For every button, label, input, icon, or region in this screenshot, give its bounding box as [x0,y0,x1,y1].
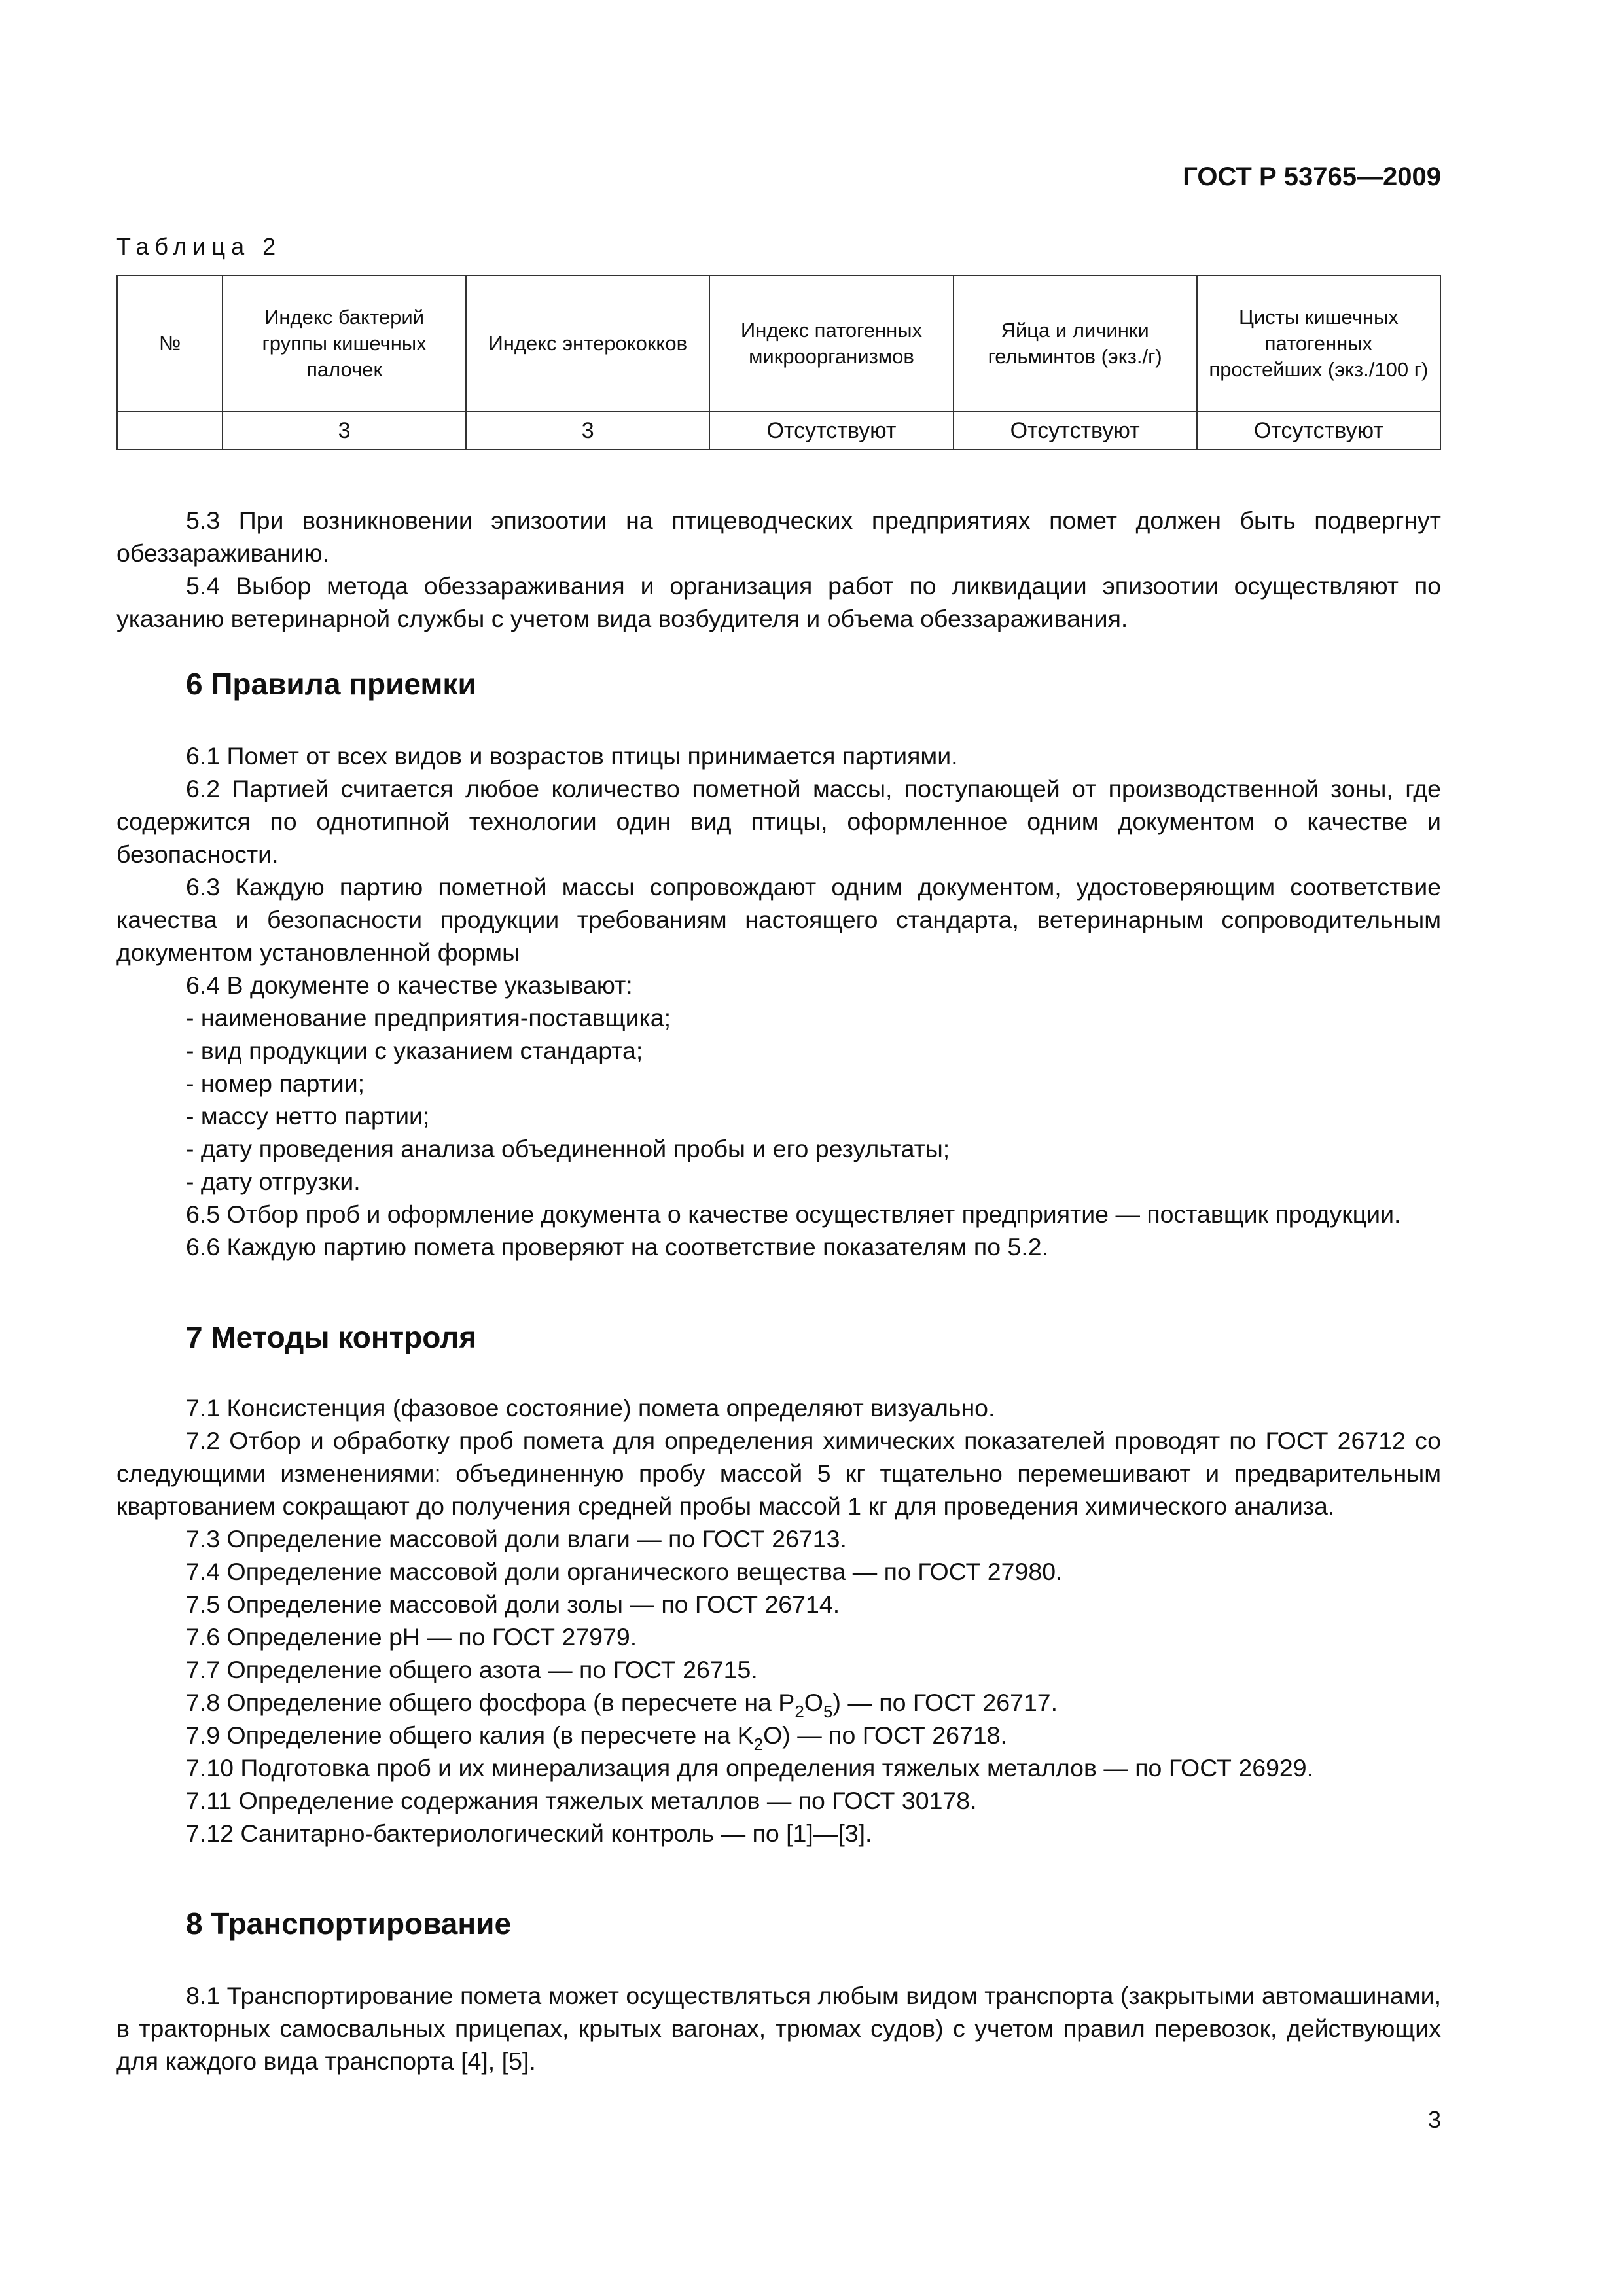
section-5-text [116,504,1441,635]
paragraph-5-4: 5.4 Выбор метода обеззараживания и организация работ по ликвидации эпизоотии осуществляют по указанию ветеринарной службы с учетом вида возбудителя и объема обеззараживания. [116,572,1441,632]
document-id: ГОСТ Р 53765—2009 [1183,162,1441,191]
text-run: 7.9 Определение общего калия (в пересчете на K [186,1721,754,1749]
list-item: - номер партии; [186,1069,365,1097]
text-run: O [804,1689,823,1716]
subscript: 2 [794,1702,804,1721]
paragraph-6-5: 6.5 Отбор проб и оформление документа о качестве осуществляет предприятие — поставщик продукции. [186,1200,1401,1228]
paragraph-6-4: 6.4 В документе о качестве указывают: [186,971,633,999]
table-header-cell: № [117,276,223,412]
paragraph-6-1: 6.1 Помет от всех видов и возрастов птицы принимается партиями. [186,742,958,770]
subscript: 5 [823,1702,833,1721]
text-run: ) — по ГОСТ 26717. [832,1689,1058,1716]
paragraph-7-10: 7.10 Подготовка проб и их минерализация для определения тяжелых металлов — по ГОСТ 26929. [186,1754,1314,1782]
paragraph-7-8 [116,1686,1441,1719]
section-7 [116,1321,1441,1354]
paragraph-6-2: 6.2 Партией считается любое количество пометной массы, поступающей от производственной зоны, где содержится по однотипной технологии один вид птицы, оформленное одним документом о качестве и безопасности. [116,775,1441,868]
table-cell: Отсутствуют [1197,412,1440,450]
section-heading: 7 Методы контроля [186,1320,477,1354]
paragraph-5-3: 5.3 При возникновении эпизоотии на птицеводческих предприятиях помет должен быть подвергнут обеззараживанию. [116,507,1441,567]
list-item: - массу нетто партии; [186,1102,430,1130]
page-number: 3 [1427,2106,1441,2133]
paragraph-6-3: 6.3 Каждую партию пометной массы сопровождают одним документом, удостоверяющим соответствие качества и безопасности продукции требованиям настоящего стандарта, ветеринарным сопроводительным документом установленной формы [116,873,1441,966]
list-item: - дату отгрузки. [186,1168,361,1195]
subscript: 2 [753,1734,764,1754]
section-heading: 8 Транспортирование [186,1907,512,1941]
paragraph-8-1: 8.1 Транспортирование помета может осуществляться любым видом транспорта (закрытыми автомашинами, в тракторных самосвальных прицепах, крытых вагонах, трюмах судов) с учетом правил перевозок, действующих для каждого вида транспорта [4], [5]. [116,1982,1441,2075]
table-row [117,412,1440,450]
paragraph-7-4: 7.4 Определение массовой доли органического вещества — по ГОСТ 27980. [186,1558,1063,1585]
text-run: 7.8 Определение общего фосфора (в пересчете на P [186,1689,795,1716]
paragraph-7-11: 7.11 Определение содержания тяжелых металлов — по ГОСТ 30178. [186,1787,977,1814]
table-caption: Таблица 2 [116,233,282,260]
table-header-row [117,276,1440,412]
table-cell: 3 [223,412,466,450]
table-header-cell: Индекс патогенных микроорганизмов [709,276,953,412]
table-header-cell: Яйца и личинки гельминтов (экз./г) [954,276,1197,412]
table-header-cell: Индекс энтерококков [466,276,709,412]
text-run: O) — по ГОСТ 26718. [763,1721,1007,1749]
paragraph-7-7: 7.7 Определение общего азота — по ГОСТ 26715. [186,1656,758,1683]
paragraph-7-1: 7.1 Консистенция (фазовое состояние) помета определяют визуально. [186,1394,995,1422]
paragraph-7-2: 7.2 Отбор и обработку проб помета для определения химических показателей проводят по ГОСТ 26712 со следующими изменениями: объединенную пробу массой 5 кг тщательно перемешивают и предварительным квартованием сокращают до получения средней пробы массой 1 кг для проведения химического анализа. [116,1427,1441,1520]
paragraph-7-9 [116,1719,1441,1754]
list-item: - вид продукции с указанием стандарта; [186,1037,643,1064]
section-6-text [116,740,1441,1263]
table-header-cell: Цисты кишечных патогенных простейших (экз./100 г) [1197,276,1440,412]
table-cell: Отсутствуют [954,412,1197,450]
paragraph-7-5: 7.5 Определение массовой доли золы — по ГОСТ 26714. [186,1590,840,1618]
table-header-cell: Индекс бактерий группы кишечных палочек [223,276,466,412]
paragraph-7-6: 7.6 Определение рН — по ГОСТ 27979. [186,1623,637,1651]
list-item: - дату проведения анализа объединенной пробы и его результаты; [186,1135,950,1162]
section-7-text [116,1391,1441,1850]
indicators-table [116,275,1441,450]
section-heading: 6 Правила приемки [186,667,476,701]
paragraph-7-12: 7.12 Санитарно-бактериологический контроль — по [1]—[3]. [186,1820,872,1847]
section-8 [116,1907,1441,1940]
section-6 [116,668,1441,700]
table-cell: Отсутствуют [709,412,953,450]
paragraph-6-6: 6.6 Каждую партию помета проверяют на соответствие показателям по 5.2. [186,1233,1049,1261]
list-item: - наименование предприятия-поставщика; [186,1004,671,1031]
section-8-text [116,1979,1441,2077]
table-cell: 3 [466,412,709,450]
table-cell [117,412,223,450]
paragraph-7-3: 7.3 Определение массовой доли влаги — по ГОСТ 26713. [186,1525,847,1552]
